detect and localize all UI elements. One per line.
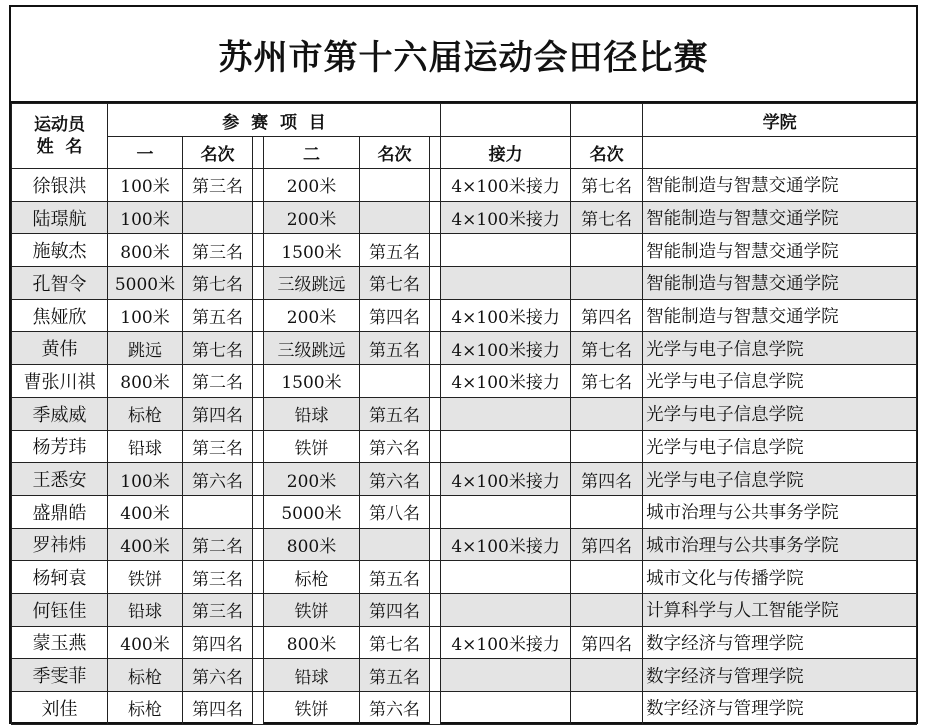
- relay-cell: 4×100米接力: [441, 365, 571, 398]
- relay-cell: [441, 692, 571, 725]
- athlete-name: 徐银洪: [12, 169, 108, 202]
- athlete-name: 刘佳: [12, 692, 108, 725]
- athlete-name: 季威威: [12, 397, 108, 430]
- table-row: [12, 397, 917, 430]
- rank3-cell: 第四名: [571, 463, 643, 496]
- rank1-cell: 第三名: [183, 430, 253, 463]
- rank2-cell: [360, 169, 430, 202]
- rank1-cell: 第六名: [183, 463, 253, 496]
- table-row: [12, 495, 917, 528]
- table-row: [12, 365, 917, 398]
- college-cell: 光学与电子信息学院: [643, 365, 917, 398]
- column-gap: [430, 137, 441, 169]
- column-gap: [430, 463, 441, 496]
- column-gap: [253, 659, 264, 692]
- rank1-cell: 第四名: [183, 397, 253, 430]
- athlete-name: 陆璟航: [12, 201, 108, 234]
- event2-cell: 铁饼: [264, 692, 360, 725]
- rank2-cell: 第七名: [360, 267, 430, 300]
- rank2-header: 名次: [360, 137, 430, 169]
- event1-cell: 5000米: [108, 267, 183, 300]
- column-gap: [430, 561, 441, 594]
- rank1-cell: 第三名: [183, 561, 253, 594]
- rank3-cell: 第四名: [571, 626, 643, 659]
- column-gap: [253, 495, 264, 528]
- column-gap: [430, 495, 441, 528]
- column-gap: [430, 234, 441, 267]
- column-gap: [253, 528, 264, 561]
- column-gap: [430, 397, 441, 430]
- rank2-cell: 第五名: [360, 332, 430, 365]
- athlete-name: 黄伟: [12, 332, 108, 365]
- rank1-cell: [183, 201, 253, 234]
- rank2-cell: 第六名: [360, 692, 430, 725]
- college-cell: 光学与电子信息学院: [643, 397, 917, 430]
- rank1-cell: 第七名: [183, 332, 253, 365]
- event2-cell: 200米: [264, 299, 360, 332]
- column-gap: [430, 267, 441, 300]
- event1-cell: 100米: [108, 299, 183, 332]
- athlete-name: 焦娅欣: [12, 299, 108, 332]
- event2-cell: 200米: [264, 463, 360, 496]
- event1-cell: 100米: [108, 169, 183, 202]
- rank3-cell: [571, 659, 643, 692]
- column-gap: [430, 365, 441, 398]
- events-header: 参 赛 项 目: [108, 104, 441, 137]
- event1-cell: 100米: [108, 463, 183, 496]
- athlete-name: 盛鼎皓: [12, 495, 108, 528]
- athlete-name: 何钰佳: [12, 593, 108, 626]
- event2-cell: 1500米: [264, 365, 360, 398]
- rank3-cell: 第七名: [571, 201, 643, 234]
- event2-cell: 铁饼: [264, 430, 360, 463]
- column-gap: [253, 234, 264, 267]
- college-cell: 智能制造与智慧交通学院: [643, 169, 917, 202]
- event1-cell: 跳远: [108, 332, 183, 365]
- event2-cell: 200米: [264, 201, 360, 234]
- event2-cell: 铅球: [264, 659, 360, 692]
- rank3-cell: 第七名: [571, 332, 643, 365]
- rank1-cell: 第三名: [183, 169, 253, 202]
- rank2-cell: 第七名: [360, 626, 430, 659]
- rank3-cell: [571, 561, 643, 594]
- event2-cell: 铅球: [264, 397, 360, 430]
- event1-cell: 铅球: [108, 430, 183, 463]
- rank3-cell: [571, 430, 643, 463]
- column-gap: [253, 463, 264, 496]
- rank2-cell: 第六名: [360, 430, 430, 463]
- college-cell: 计算科学与人工智能学院: [643, 593, 917, 626]
- event2-cell: 标枪: [264, 561, 360, 594]
- event2-cell: 800米: [264, 528, 360, 561]
- event1-cell: 标枪: [108, 692, 183, 725]
- header-blank-relay: [441, 104, 571, 137]
- college-cell: 数字经济与管理学院: [643, 659, 917, 692]
- event1-cell: 400米: [108, 528, 183, 561]
- rank3-cell: 第四名: [571, 528, 643, 561]
- relay-cell: [441, 561, 571, 594]
- event2-cell: 800米: [264, 626, 360, 659]
- rank2-cell: [360, 201, 430, 234]
- athlete-name: 杨轲袁: [12, 561, 108, 594]
- column-gap: [253, 137, 264, 169]
- table-row: [12, 626, 917, 659]
- column-gap: [253, 561, 264, 594]
- rank2-cell: 第四名: [360, 593, 430, 626]
- event2-cell: 1500米: [264, 234, 360, 267]
- rank3-header: 名次: [571, 137, 643, 169]
- rank2-cell: 第五名: [360, 397, 430, 430]
- table-row: [12, 593, 917, 626]
- results-sheet: [9, 5, 918, 724]
- event2-cell: 5000米: [264, 495, 360, 528]
- event2-header: 二: [264, 137, 360, 169]
- rank2-cell: 第五名: [360, 659, 430, 692]
- athlete-name-header: 运动员 姓 名: [12, 104, 108, 169]
- event1-cell: 400米: [108, 495, 183, 528]
- column-gap: [430, 332, 441, 365]
- column-gap: [430, 593, 441, 626]
- column-gap: [253, 692, 264, 725]
- athlete-name: 王悉安: [12, 463, 108, 496]
- table-row: [12, 561, 917, 594]
- rank3-cell: [571, 593, 643, 626]
- relay-cell: [441, 495, 571, 528]
- page-title: 苏州市第十六届运动会田径比赛: [11, 7, 916, 103]
- rank1-cell: 第二名: [183, 528, 253, 561]
- rank3-cell: 第七名: [571, 365, 643, 398]
- college-cell: 数字经济与管理学院: [643, 626, 917, 659]
- table-row: [12, 267, 917, 300]
- college-cell: 城市文化与传播学院: [643, 561, 917, 594]
- relay-cell: 4×100米接力: [441, 169, 571, 202]
- rank1-cell: 第六名: [183, 659, 253, 692]
- column-gap: [430, 528, 441, 561]
- rank3-cell: [571, 397, 643, 430]
- college-cell: 数字经济与管理学院: [643, 692, 917, 725]
- column-gap: [253, 626, 264, 659]
- event1-cell: 800米: [108, 365, 183, 398]
- college-cell: 智能制造与智慧交通学院: [643, 234, 917, 267]
- column-gap: [430, 299, 441, 332]
- athlete-name: 蒙玉燕: [12, 626, 108, 659]
- rank2-cell: 第六名: [360, 463, 430, 496]
- table-row: [12, 332, 917, 365]
- college-cell: 光学与电子信息学院: [643, 463, 917, 496]
- rank2-cell: 第五名: [360, 234, 430, 267]
- rank1-cell: 第三名: [183, 593, 253, 626]
- athlete-name: 季雯菲: [12, 659, 108, 692]
- college-subheader-blank: [643, 137, 917, 169]
- rank3-cell: [571, 234, 643, 267]
- rank1-cell: 第四名: [183, 692, 253, 725]
- rank1-cell: [183, 495, 253, 528]
- rank1-cell: 第七名: [183, 267, 253, 300]
- table-row: [12, 463, 917, 496]
- event2-cell: 铁饼: [264, 593, 360, 626]
- table-row: [12, 201, 917, 234]
- relay-cell: 4×100米接力: [441, 201, 571, 234]
- relay-header: 接力: [441, 137, 571, 169]
- column-gap: [253, 430, 264, 463]
- rank1-cell: 第四名: [183, 626, 253, 659]
- college-cell: 城市治理与公共事务学院: [643, 528, 917, 561]
- event1-cell: 铅球: [108, 593, 183, 626]
- college-cell: 智能制造与智慧交通学院: [643, 267, 917, 300]
- column-gap: [253, 397, 264, 430]
- table-row: [12, 430, 917, 463]
- college-cell: 光学与电子信息学院: [643, 430, 917, 463]
- college-header: 学院: [643, 104, 917, 137]
- column-gap: [430, 626, 441, 659]
- rank3-cell: 第七名: [571, 169, 643, 202]
- header-blank-rank: [571, 104, 643, 137]
- rank1-header: 名次: [183, 137, 253, 169]
- college-cell: 光学与电子信息学院: [643, 332, 917, 365]
- relay-cell: [441, 659, 571, 692]
- relay-cell: [441, 430, 571, 463]
- column-gap: [253, 169, 264, 202]
- results-table: [11, 103, 917, 725]
- rank3-cell: [571, 692, 643, 725]
- rank1-cell: 第五名: [183, 299, 253, 332]
- table-row: [12, 169, 917, 202]
- rank3-cell: [571, 267, 643, 300]
- rank3-cell: [571, 495, 643, 528]
- relay-cell: [441, 234, 571, 267]
- table-row: [12, 528, 917, 561]
- column-gap: [430, 430, 441, 463]
- college-cell: 智能制造与智慧交通学院: [643, 201, 917, 234]
- relay-cell: [441, 267, 571, 300]
- rank2-cell: [360, 528, 430, 561]
- column-gap: [430, 692, 441, 725]
- relay-cell: 4×100米接力: [441, 299, 571, 332]
- event1-cell: 400米: [108, 626, 183, 659]
- athlete-name: 曹张川祺: [12, 365, 108, 398]
- relay-cell: [441, 593, 571, 626]
- athlete-name: 施敏杰: [12, 234, 108, 267]
- rank2-cell: [360, 365, 430, 398]
- rank2-cell: 第八名: [360, 495, 430, 528]
- relay-cell: [441, 397, 571, 430]
- rank2-cell: 第五名: [360, 561, 430, 594]
- column-gap: [253, 593, 264, 626]
- college-cell: 城市治理与公共事务学院: [643, 495, 917, 528]
- event1-cell: 100米: [108, 201, 183, 234]
- event1-cell: 标枪: [108, 659, 183, 692]
- column-gap: [253, 365, 264, 398]
- table-row: [12, 659, 917, 692]
- event1-cell: 800米: [108, 234, 183, 267]
- column-gap: [253, 332, 264, 365]
- college-cell: 智能制造与智慧交通学院: [643, 299, 917, 332]
- table-row: [12, 234, 917, 267]
- event1-cell: 铁饼: [108, 561, 183, 594]
- column-gap: [253, 201, 264, 234]
- column-gap: [430, 201, 441, 234]
- event2-cell: 200米: [264, 169, 360, 202]
- table-row: [12, 299, 917, 332]
- column-gap: [430, 169, 441, 202]
- event1-cell: 标枪: [108, 397, 183, 430]
- event2-cell: 三级跳远: [264, 267, 360, 300]
- relay-cell: 4×100米接力: [441, 332, 571, 365]
- table-row: [12, 692, 917, 725]
- rank1-cell: 第二名: [183, 365, 253, 398]
- rank1-cell: 第三名: [183, 234, 253, 267]
- column-gap: [253, 267, 264, 300]
- relay-cell: 4×100米接力: [441, 528, 571, 561]
- rank2-cell: 第四名: [360, 299, 430, 332]
- column-gap: [253, 299, 264, 332]
- event2-cell: 三级跳远: [264, 332, 360, 365]
- athlete-name: 杨芳玮: [12, 430, 108, 463]
- event1-header: 一: [108, 137, 183, 169]
- column-gap: [430, 659, 441, 692]
- relay-cell: 4×100米接力: [441, 463, 571, 496]
- athlete-name: 孔智令: [12, 267, 108, 300]
- rank3-cell: 第四名: [571, 299, 643, 332]
- relay-cell: 4×100米接力: [441, 626, 571, 659]
- athlete-name: 罗祎炜: [12, 528, 108, 561]
